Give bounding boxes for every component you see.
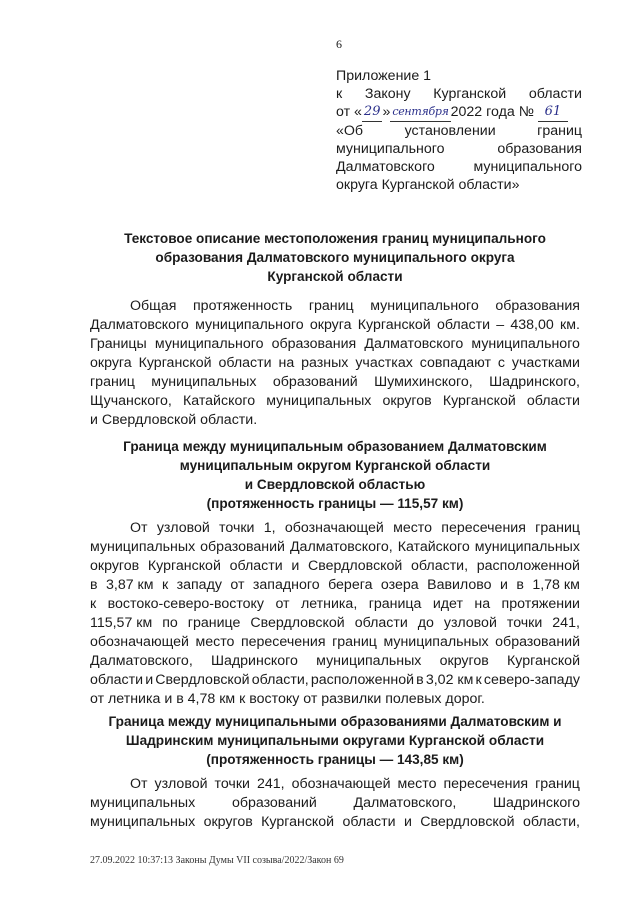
appendix-block bbox=[336, 67, 582, 194]
text-line: Границы муниципального образования Далматовского муниципального bbox=[90, 336, 580, 352]
text-line: От узловой точки 1, обозначающей место пересечения границ bbox=[130, 520, 580, 536]
paragraph-total-length bbox=[90, 297, 580, 430]
document-footer: 27.09.2022 10:37:13 Законы Думы VII созыва/2022/Закон 69 bbox=[90, 855, 344, 866]
text-line: округа Курганской области на разных участках совпадают с участками bbox=[90, 355, 580, 371]
section-heading-sverdlovsk: Граница между муниципальным образованием Далматовским муниципальным округом Курганской области и Свердловской областью (протяженность границы — 115,57 км) bbox=[123, 439, 547, 511]
appendix-line-7: округа Курганской области» bbox=[336, 177, 520, 193]
text-line: в 3,87 км к западу от западного берега озера Вавилово и в 1,78 км bbox=[90, 577, 580, 593]
appendix-line-1: Приложение 1 bbox=[336, 68, 432, 84]
appendix-date-line: от « 29 » сентября 2022 года № 61 bbox=[336, 103, 582, 122]
paragraph-shadrinsk-boundary bbox=[90, 775, 580, 832]
appendix-line-2: к Закону Курганской области bbox=[336, 86, 582, 102]
appendix-line-5: муниципального образования bbox=[336, 141, 582, 157]
text-line: муниципальных округов Курганской области и Свердловской области, bbox=[90, 814, 580, 830]
text-line: и Свердловской области. bbox=[90, 412, 258, 428]
text-line: Далматовского, Шадринского муниципальных округов Курганской bbox=[90, 653, 580, 669]
section-heading-shadrinsk: Граница между муниципальными образованиями Далматовским и Шадринским муниципальными округами Курганской области (протяженность границы — 143,85 км) bbox=[108, 714, 562, 767]
text-line: от летника и в 4,78 км к востоку от развилки полевых дорог. bbox=[90, 691, 485, 707]
text-line: Далматовского муниципального округа Курганской области – 438,00 км. bbox=[90, 317, 580, 333]
text-line: обозначающей место пересечения границ муниципальных образований bbox=[90, 634, 580, 650]
text-line: От узловой точки 241, обозначающей место пересечения границ bbox=[130, 776, 580, 792]
appendix-line-6: Далматовского муниципального bbox=[336, 159, 582, 175]
text-line: границ муниципальных образований Шумихинского, Шадринского, bbox=[90, 374, 580, 390]
handwritten-month: сентября bbox=[390, 103, 450, 122]
paragraph-sverdlovsk-boundary bbox=[90, 519, 580, 709]
page-number: 6 bbox=[336, 37, 342, 51]
text-line: муниципальных образований Далматовского, Катайского муниципальных bbox=[90, 539, 580, 555]
text-line: Общая протяженность границ муниципального образования bbox=[130, 298, 580, 314]
text-line: муниципальных образований Далматовского, Шадринского bbox=[90, 795, 580, 811]
document-title: Текстовое описание местоположения границ муниципального образования Далматовского муниципального округа Курганской области bbox=[124, 231, 546, 284]
text-line: округов Курганской области и Свердловской области, расположенной bbox=[90, 558, 580, 574]
text-line: к востоко-северо-востоку от летника, граница идет на протяжении bbox=[90, 596, 580, 612]
text-line: Щучанского, Катайского муниципальных округов Курганской области bbox=[90, 393, 580, 409]
text-line: области и Свердловской области, расположенной в 3,02 км к северо-западу bbox=[90, 672, 580, 688]
handwritten-law-number: 61 bbox=[538, 103, 568, 122]
handwritten-day: 29 bbox=[362, 103, 383, 122]
appendix-line-4: «Об установлении границ bbox=[336, 123, 582, 139]
text-line: 115,57 км по границе Свердловской области до узловой точки 241, bbox=[90, 615, 580, 631]
